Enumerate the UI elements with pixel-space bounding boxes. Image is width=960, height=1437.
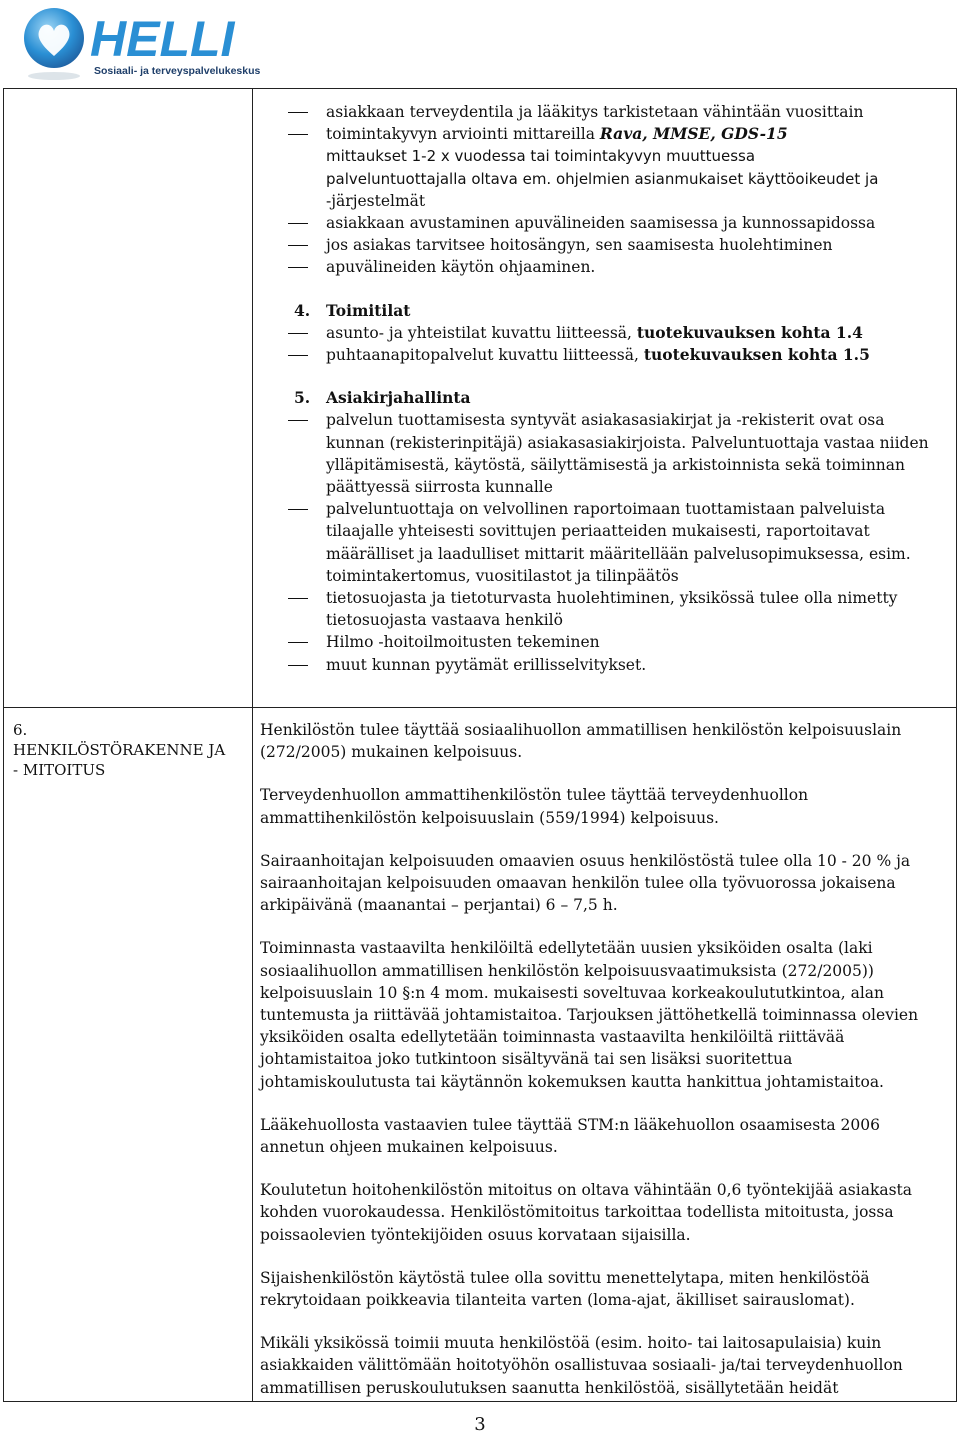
staffing-content-cell	[260, 719, 936, 1420]
section-number: 6.	[13, 721, 28, 739]
paragraph: Koulutetun hoitohenkilöstön mitoitus on oltava vähintään 0,6 työntekijää asiakasta kohden vuorokaudessa. Henkilöstömitoitus tarkoittaa todellista mitoitusta, jossa poissaolevien työntekijöiden osuus korvataan sijaisilla.	[260, 1181, 912, 1244]
row-divider	[4, 707, 956, 708]
list-item: puhtaanapitopalvelut kuvattu liitteessä, tuotekuvauksen kohta 1.5	[326, 345, 870, 365]
list-item: jos asiakas tarvitsee hoitosängyn, sen saamisesta huolehtiminen	[326, 236, 833, 255]
paragraph: Lääkehuollosta vastaavien tulee täyttää STM:n lääkehuollon osaamisesta 2006 annetun ohjeen mukainen kelpoisuus.	[260, 1115, 880, 1157]
section-title: HENKILÖSTÖRAKENNE JA - MITOITUS	[13, 741, 226, 779]
paragraph: Henkilöstön tulee täyttää sosiaalihuollon ammatillisen henkilöstön kelpoisuuslain (272/2005) mukainen kelpoisuus.	[260, 721, 902, 762]
logo-word: HELLI	[90, 11, 235, 67]
column-divider	[252, 89, 253, 1401]
paragraph: Mikäli yksikössä toimii muuta henkilöstöä (esim. hoito- tai laitosapulaisia) kuin asiakkaiden välittömään hoitotyöhön osallistuvaa sosiaali- ja/tai terveydenhuollon ammatillisen peruskoulutuksen saanutta henkilöstöä, sisällytetään heidät	[260, 1334, 903, 1397]
list-item: asiakkaan avustaminen apuvälineiden saamisessa ja kunnossapidossa	[326, 214, 876, 233]
list-item: asiakkaan terveydentila ja lääkitys tarkistetaan vähintään vuosittain	[326, 103, 864, 121]
page-number: 3	[474, 1414, 486, 1435]
paragraph: Terveydenhuollon ammattihenkilöstön tulee täyttää terveydenhuollon ammattihenkilöstön kelpoisuuslain (559/1994) kelpoisuus.	[260, 786, 809, 827]
section-heading-5: 5. Asiakirjahallinta	[294, 388, 471, 408]
list-item: palveluntuottaja on velvollinen raportoimaan tuottamistaan palveluista tilaajalle yhteisesti sovittujen periaatteiden mukaisesti, raportoitavat määrälliset ja laadulliset mittarit määritellään palvelusopimuksessa, esim. toimintakertomus, vuositilastot ja tilinpäätös	[326, 500, 911, 585]
list-item: palvelun tuottamisesta syntyvät asiakasasiakirjat ja -rekisterit ovat osa kunnan (rekisterinpitäjä) asiakasasiakirjoista. Palveluntuottaja vastaa niiden ylläpitämisestä, käytöstä, säilyttämisestä ja arkistoinnista sekä toiminnan päättyessä siirrosta kunnalle	[326, 411, 929, 497]
logo-graphic	[22, 4, 262, 82]
list-item: Hilmo -hoitoilmoitusten tekeminen	[326, 633, 600, 652]
upper-content-cell	[288, 101, 938, 676]
helli-logo	[22, 4, 262, 82]
metrics-names: Rava, MMSE, GDS-15	[599, 124, 788, 144]
paragraph: Sairaanhoitajan kelpoisuuden omaavien osuus henkilöstöstä tulee olla 10 - 20 % ja sairaanhoitajan kelpoisuuden omaavan henkilön tulee olla työvuorossa jokaisena arkipäivänä (maanantai – perjantai) 6 – 7,5 h.	[260, 851, 911, 915]
list-item: asunto- ja yhteistilat kuvattu liitteessä, tuotekuvauksen kohta 1.4	[326, 322, 863, 342]
section-label-cell	[13, 720, 233, 780]
list-item: tietosuojasta ja tietoturvasta huolehtiminen, yksikössä tulee olla nimetty tietosuojasta vastaava henkilö	[326, 589, 898, 630]
paragraph: Toiminnasta vastaavilta henkilöiltä edellytetään uusien yksiköiden osalta (laki sosiaalihuollon ammatillisen henkilöstön kelpoisuusvaatimuksista (272/2005)) kelpoisuuslain 10 §:n 4 mom. mukaisesti soveltuvaa korkeakoulututkintoa, alan tuntemusta ja riittävää johtamistaitoa. Tarjouksen jättöhetkellä toiminnassa olevien yksiköiden osalta edellytetään toiminnasta vastaavilta henkilöiltä riittävää johtamistaitoa joko tutkintoon sisältyvänä tai sen lisäksi suoritettua johtamiskoulutusta tai käytännön kokemuksen kautta hankittua johtamistaitoa.	[260, 939, 919, 1091]
logo-subtitle: Sosiaali- ja terveyspalvelukeskus	[94, 65, 261, 77]
paragraph: Sijaishenkilöstön käytöstä tulee olla sovittu menettelytapa, miten henkilöstöä rekrytoidaan poikkeavia tilanteita varten (loma-ajat, äkilliset sairauslomat).	[260, 1268, 870, 1310]
list-item: muut kunnan pyytämät erillisselvitykset.	[326, 655, 647, 674]
list-item: toimintakyvyn arviointi mittareilla Rava, MMSE, GDS-15 mittaukset 1-2 x vuodessa tai toimintakyvyn muuttuessa palveluntuottajalla oltava em. ohjelmien asianmukaiset käyttöoikeudet ja -järjestelmät	[326, 124, 879, 210]
section-heading-4: 4. Toimitilat	[294, 300, 411, 320]
list-item: apuvälineiden käytön ohjaaminen.	[326, 258, 596, 277]
